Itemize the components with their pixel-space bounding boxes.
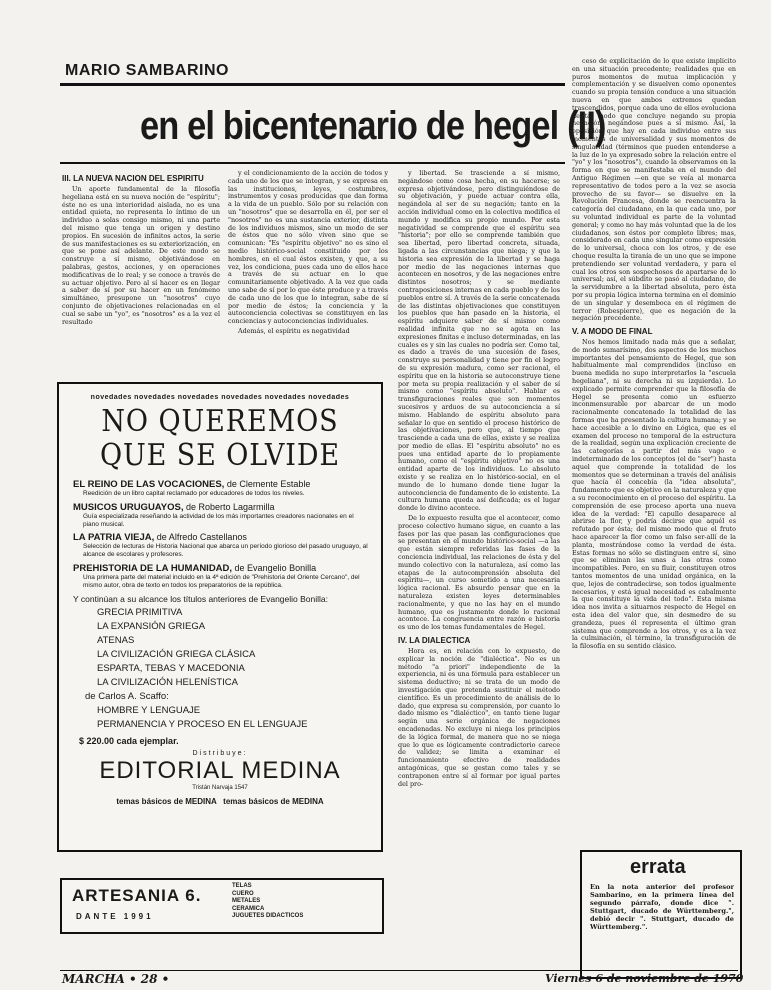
ad-book-3-desc: Selección de lecturas de Historia Nacional que abarca un período glorioso del pasado uruguayo, al alcance de escolares y profesores. bbox=[83, 543, 368, 559]
column-1 bbox=[62, 170, 220, 370]
artesania-item: CUERO bbox=[232, 890, 254, 897]
column-1-text: Un aporte fundamental de la filosofía hegeliana está en su nueva noción de "espíritu"; éste no es una interioridad aislada, no es una entidad quieta, no representa lo íntimo de un individuo a solas consigo mismo, ni una parte del mismo que tenga un origen y destino propios. En sucesión de infinitos actos, la serie de sus manifestaciones es su exteriorización, en que se pone así adelante. De este modo se construye a sí mismo, objetivándose en palabras, gestos, acciones, y en operaciones modificativas de lo real; y se conoce a través de su actuar objetivo. Pero al sí hacer es en llegar a saber de sí por su hacer en un fenómeno simultáneo, presupone un "nosotros" cuyo conjunto de objetivaciones relacionadas en el cual se sabe un "yo", es "nosotros" es a la vez el resultado bbox=[62, 185, 220, 326]
ad-title-item: ESPARTA, TEBAS Y MACEDONIA bbox=[97, 662, 245, 674]
footer-left: MARCHA • 28 • bbox=[62, 972, 170, 986]
ad-book-3-author: de Alfredo Castellanos bbox=[154, 532, 247, 543]
ad-book-1 bbox=[73, 479, 369, 498]
column-2-text: y el condicionamiento de la acción de todos y cada uno de los que se integran, y se expresa en las instituciones, leyes, costumbres, instrumentos y cosas producidas que dan forma a la vida de un pueblo. Sólo por su relación con un "nosotros" que se desarrolla en él, por ser el "nosotros" no es una sustancia exterior, distinta de los individuos mismos, sino un modo de ser de éstos que no sólo viven sino que se comunican: "Es "espíritu objetivo" no es sino el medio histórico-social constituido por los hombres, en el cual éstos existen, y que, a su vez, los condiciona, pues cada uno de ellos hace a través de su actuar en lo que comunitariamente objetivado. A la vez que cada uno sabe de sí por lo que éste produce y a través de cada uno de los que lo integran, sabe de sí por medio de éstos; la conciencia y la autoconciencia colectivas se constituyen en las conciencias y autoconciencias individuales. bbox=[228, 170, 388, 326]
column-3-text-3: Hora es, en relación con lo expuesto, de explicar la noción de "dialéctica". No es un método "a priori" independiente de la experiencia, ni es una fórmula para establecer un sistema deductivo; ni se trata de un modo de investigación que pretenda sustituir el método científico. Es un procedimiento de análisis de lo dado, que expresa su comprensión, por cuanto lo dado mismo es "dialéctico", en tanto tiene lugar según una serie orgánica de negaciones encadenadas. No excluye ni niega los principios de la lógica formal, de manera que no se niega que lo que es lógicamente contradictorio carece de validez; se limita a examinar el funcionamiento efectivo de realidades antagónicas, que se gestan como tales y se contraponen entre sí al formar por igual partes del pro- bbox=[398, 647, 560, 788]
ad-title-item: LA CIVILIZACIÓN GRIEGA CLÁSICA bbox=[97, 648, 256, 660]
ad-book-1-author: de Clemente Estable bbox=[224, 479, 311, 489]
footer-right: Viernes 6 de noviembre de 1970 bbox=[545, 972, 744, 985]
ad-book-2-title: MUSICOS URUGUAYOS, bbox=[73, 501, 184, 513]
column-3-text: y libertad. Se trasciende a sí mismo, negándose como cosa hecha, en su hacerse; se expresa objetivándose, pero distinguiéndose de su objetivación, y puede actuar contra ella, negándola al ser de su negación; tanto en la acción individual como en la colectiva modifica el mundo y modifica su propio mundo. Por esta negatividad se comprende que el espíritu sea "historia"; por ello se comprende también que sea libertad, pero libertad concreta, situada, ligada a las circunstancias que niega; y que la historia sea expresión de la libertad y se haga por medio de las negaciones internas que acontecen en nosotros, y de las negaciones entre distintos nosotros; y se mediante contraposiciones internas en cada pueblo y de los pueblos entre sí. A través de la serie concatenada de las distintas objetivaciones que constituyen los pueblos que han pasado en la historia, el espíritu adquiere saber de sí mismo como realidad infinita que no se agota en las expresiones finitas e incluso determinadas, en las cuales es y sin las cuales no podría ser. Como tal, es dado a través de una sucesión de fases, construye su personalidad y tiene por fin el logro de su expresión madura, como ser racional, el espíritu que en la historia se autoconstruye tiene por meta su propia realización y el saber de sí mismo como "espíritu absoluto". Hablar es transfiguraciones reales que son momentos sucesivos y arduos de su autoconciencia a sí mismo. Hablando de espíritu absoluto para señalar lo que en sentido el proceso histórico de las objetivaciones, pero que, al tiempo que trasciende a cada una de ellas, existe y se realiza por medio de ellas. El "espíritu absoluto" no es pues una entidad aparte de lo propiamente humano, como el "espíritu objetivo" no es una entidad aparte de los individuos. Lo absoluto existe y se realiza en lo histórico-social, en el mundo de lo humano donde tiene lugar la autoconciencia de fundamento de lo existente. La cultura humana queda así deificada; es el lugar donde lo divino acontece. bbox=[398, 170, 560, 513]
ad-title-line-1: NO QUEREMOS bbox=[101, 404, 339, 439]
advertisement-artesania bbox=[60, 878, 384, 934]
ad-distribuye: Distribuye: bbox=[192, 749, 248, 757]
artesania-item: TELAS bbox=[232, 883, 252, 889]
article-title: en el bicentenario de hegel (II) bbox=[140, 104, 606, 148]
advertisement-editorial-medina bbox=[57, 382, 383, 852]
artesania-address: DANTE 1991 bbox=[76, 912, 154, 921]
ad-book-2-desc: Guía especializada reseñando la actividad de los más importantes creadores nacionales en el piano musical. bbox=[83, 512, 354, 528]
ad-title-line-2: QUE SE OLVIDE bbox=[99, 438, 341, 473]
ad-title-item: PERMANENCIA Y PROCESO EN EL LENGUAJE bbox=[97, 718, 308, 730]
section-heading-5: V. A MODO DE FINAL bbox=[572, 327, 653, 337]
ad-book-2 bbox=[73, 502, 369, 529]
ad-book-4-desc: Una primera parte del material incluido en la 4ª edición de "Prehistoria del Oriente Cercano", del mismo autor, obra de texto en todos los preparatorios de la república. bbox=[83, 573, 360, 589]
artesania-name: ARTESANIA 6. bbox=[72, 886, 202, 905]
errata-title: errata bbox=[630, 856, 686, 878]
ad-publisher: EDITORIAL MEDINA bbox=[99, 756, 341, 784]
ad-book-2-author: de Roberto Lagarmilla bbox=[183, 501, 275, 512]
section-heading-4: IV. LA DIALECTICA bbox=[398, 636, 471, 646]
column-2 bbox=[228, 170, 388, 370]
footer-rule bbox=[60, 970, 738, 971]
author-name: MARIO SAMBARINO bbox=[65, 62, 229, 79]
column-4 bbox=[572, 58, 736, 843]
ad-address: Tristán Narvaja 1547 bbox=[192, 784, 248, 791]
ad-price: $ 220.00 cada ejemplar. bbox=[79, 735, 179, 746]
ad-book-1-desc: Reedición de un libro capital reclamado por educadores de todos los niveles. bbox=[83, 490, 305, 497]
title-rule bbox=[60, 162, 565, 164]
section-heading-3: III. LA NUEVA NACION DEL ESPIRITU bbox=[62, 174, 204, 183]
ad-novedades-banner: novedades novedades novedades novedades novedades novedades bbox=[90, 394, 350, 401]
ad-book-4 bbox=[73, 563, 369, 590]
column-3 bbox=[398, 170, 560, 970]
ad-book-3-title: LA PATRIA VIEJA, bbox=[73, 532, 155, 544]
header-rule bbox=[60, 83, 565, 86]
ad-title-item: GRECIA PRIMITIVA bbox=[97, 606, 183, 618]
ad-book-4-title: PREHISTORIA DE LA HUMANIDAD, bbox=[73, 562, 233, 574]
artesania-item-list bbox=[232, 883, 303, 921]
artesania-item: CERAMICA bbox=[232, 905, 265, 912]
ad-title-item: LA EXPANSIÓN GRIEGA bbox=[97, 620, 206, 632]
ad-continue-text: Y continúan a su alcance los títulos anteriores de Evangelio Bonilla: bbox=[73, 593, 329, 604]
errata-box bbox=[580, 850, 742, 979]
ad-title-item: de Carlos A. Scaffo: bbox=[85, 690, 169, 702]
errata-text: En la nota anterior del profesor Sambarino, en la primera línea del segundo párrafo, donde dice ". Stuttgart, ducado de Württemberg.", debió decir ". Stuttgart, ducado de Württemberg.". bbox=[590, 883, 734, 931]
column-3-text-2: De lo expuesto resulta que el acontecer, como proceso colectivo humano sigue, en cuanto a las fases por las que pasan las configuraciones que se presentan en el mundo histórico-social —a las que están siempre referidas las fases de la conciencia individual, las relaciones de ésta y del mundo colectivo con la naturaleza, así como las etapas de la autocomprensión absoluta del espíritu—, un curso sometido a una necesaria lógica racional. Es absurdo pensar que en la naturaleza existen leyes determinables racionalmente, y que no las hay en el mundo humano, que es justamente donde lo racional acontece. La congruencia entre razón e historia es uno de los temas fundamentales de Hegel. bbox=[398, 514, 560, 632]
ad-title-list bbox=[85, 606, 381, 732]
column-4-text-2: Nos hemos limitado nada más que a señalar, de modo sumarísimo, dos aspectos de los muchos importantes del pensamiento de Hegel, que son habitualmente mal comprendidos (incluso en buena medida no supo interpretarlos la "escuela hegeliana", ni su derecha ni su izquierda). Lo explicado permite comprender que la filosofía de Hegel se presenta como un esfuerzo inconmensurable por abarcar de un modo racionalmente concatenado la totalidad de las formas que ha presentado la cultura humana; y se hace accesible a lo divino en Lógica, que es el examen del proceso no temporal de la estructura de la realidad, según una explicación creciente de las categorías a partir del más vago e indeterminado de los conceptos (el de "ser") hasta aquel que comprende la totalidad de los momentos que se determinan a través del análisis que hacía él concebía (la "idea absoluta", fundamento que es objetivo en la naturaleza y que a su reconocimiento en el proceso del espíritu. La comprensión de ese proceso aporta una nueva idea de la verdad: "El capullo desaparece al abrirse la flor, y podría decirse que aquél es refutado por ésta; del mismo modo que el fruto hace aparecer la flor como un falso ser-allí de la planta, mostrándose como la verdad de ésta. Estas formas no sólo se distinguen entre sí, sino que se eliminan las unas a las otras como incompatibles. Pero, en su fluir, constituyen otros tantos momentos de una unidad orgánica, en la que, lejos de contradecirse, son todos igualmente necesarios, y está igual necesidad es cabalmente la que constituye la vida del todo". Esta misma idea nos invita a situarnos respecto de Hegel en esta idea del valor que, sin desmedro de su grandeza, pues él representa el último gran sistema que comprende a los otros, y es a la vez la culminación, el término, la transfiguración de la filosofía en su sentido clásico. bbox=[572, 338, 736, 651]
artesania-item: METALES bbox=[232, 898, 261, 904]
ad-book-1-title: EL REINO DE LAS VOCACIONES, bbox=[73, 479, 225, 490]
ad-title-item: LA CIVILIZACIÓN HELENÍSTICA bbox=[97, 676, 238, 688]
ad-tagline: temas básicos de MEDINA temas básicos de MEDINA bbox=[116, 796, 324, 806]
ad-title-item: ATENAS bbox=[97, 634, 135, 646]
ad-book-3 bbox=[73, 532, 369, 559]
ad-book-4-author: de Evangelio Bonilla bbox=[232, 562, 317, 573]
ad-title-item: HOMBRE Y LENGUAJE bbox=[97, 704, 201, 716]
column-2-text-2: Además, el espíritu es negatividad bbox=[238, 326, 350, 335]
column-4-text: ceso de explicitación de lo que existe implícito en una situación precedente; realidades que en puros momentos de mutua implicación y complementación y se disuelven como oponentes cuando su propia tensión conduce a una situación nueva en que ambos extremos quedan trascendidos, porque cada uno de ellos evoluciona de tal modo que concluye negando su propia negación, negándose pues a sí mismo. Así, la oposición que hay en cada individuo entre sus momentos de universalidad y sus momentos de singularidad (términos que pueden entenderse a la luz de lo ya expresado sobre la relación entre el "yo" y los "nosotros"), cuando la observamos en la forma en que se manifestaba en el mundo del Antiguo Régimen —en que se veía al monarca representativo de todos pero a la vez se asocia provecho de su favor— se disuelve en la Revolución Francesa, donde se reencuentra la categoría del ciudadano, en la que cada uno, por su voluntad individual es parte de la voluntad general; y como no hay más voluntad que la de los ciudadanos, son éstos por completo libres; mas, considerado en cada uno singular como expresión de lo universal, choca con los otros, y de ese choque resulta la tiranía de un uno que se impone pretendiendo ser voluntad verdadera, y para el cual los otros son sospechosos de apartarse de lo universal; así, el súbdito se pasó al ciudadano, de la servidumbre a la libertad absoluta, pero ésta por su propia lógica interna termina en el dominio de un singular y desemboca en el régimen de terror (Robespierre), que es negación de la negación precedente. bbox=[572, 58, 736, 323]
artesania-item: JUGUETES DIDACTICOS bbox=[232, 913, 304, 919]
